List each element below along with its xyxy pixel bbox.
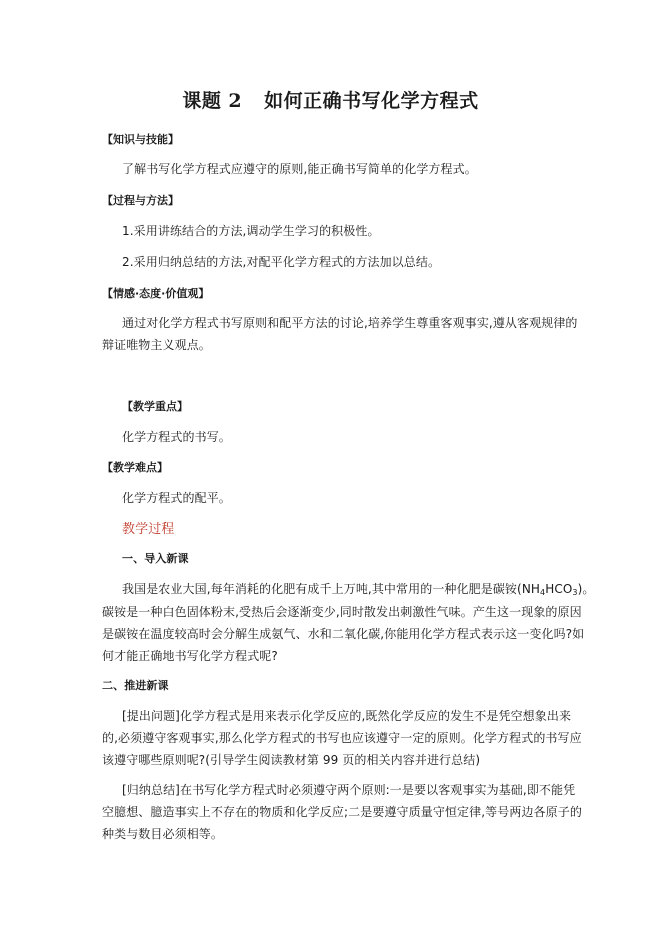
lesson-number: 课题 2 — [182, 90, 243, 112]
intro-line-2: 碳铵是一种白色固体粉末,受热后会逐渐变少,同时散发出刺激性气味。产生这一现象的原因 — [102, 605, 582, 619]
summary-line-1: [归纳总结]在书写化学方程式时必须遵守两个原则:一是要以客观事实为基础,即不能凭 — [122, 783, 576, 797]
knowledge-text: 了解书写化学方程式应遵守的原则,能正确书写简单的化学方程式。 — [122, 162, 477, 176]
summary-line-2: 空臆想、臆造事实上不存在的物质和化学反应;二是要遵守质量守恒定律,等号两边各原子的 — [102, 805, 582, 819]
question-line-3: 该遵守哪些原则呢?(引导学生阅读教材第 99 页的相关内容并进行总结) — [102, 753, 481, 767]
process-item-1: 1.采用讲练结合的方法,调动学生学习的积极性。 — [122, 224, 380, 238]
intro-line-3: 是碳铵在温度较高时会分解生成氨气、水和二氧化碳,你能用化学方程式表示这一变化吗?如 — [102, 627, 585, 641]
section-heading-intro: 一、导入新课 — [122, 552, 189, 565]
question-line-2: 的,必须遵守客观事实,那么化学方程式的书写也应该遵守一定的原则。化学方程式的书写应 — [102, 731, 582, 745]
process-item-2: 2.采用归纳总结的方法,对配平化学方程式的方法加以总结。 — [122, 255, 441, 269]
question-line-1: [提出问题]化学方程式是用来表示化学反应的,既然化学反应的发生不是凭空想象出来 — [122, 709, 572, 723]
key-point-heading: 【教学重点】 — [122, 400, 188, 413]
knowledge-heading: 【知识与技能】 — [102, 133, 179, 146]
page-title — [0, 86, 661, 113]
emotion-text-line-1: 通过对化学方程式书写原则和配平方法的讨论,培养学生尊重客观事实,遵从客观规律的 — [122, 316, 578, 330]
process-heading: 【过程与方法】 — [102, 194, 179, 207]
teaching-process-title: 教学过程 — [122, 522, 175, 537]
lesson-title: 如何正确书写化学方程式 — [264, 90, 479, 112]
intro-line-1: 我国是农业大国,每年消耗的化肥有成千上万吨,其中常用的一种化肥是碳铵$(NH_4HCO_3)$。 — [122, 582, 595, 597]
difficulty-heading: 【教学难点】 — [102, 461, 168, 474]
summary-line-3: 种类与数目必须相等。 — [102, 827, 224, 841]
key-point-text: 化学方程式的书写。 — [122, 430, 231, 444]
emotion-heading: 【情感·态度·价值观】 — [102, 287, 210, 300]
emotion-text-line-2: 辩证唯物主义观点。 — [102, 338, 211, 352]
intro-line-4: 何才能正确地书写化学方程式呢? — [102, 649, 278, 663]
difficulty-text: 化学方程式的配平。 — [122, 491, 231, 505]
section-heading-new: 二、推进新课 — [102, 679, 169, 692]
